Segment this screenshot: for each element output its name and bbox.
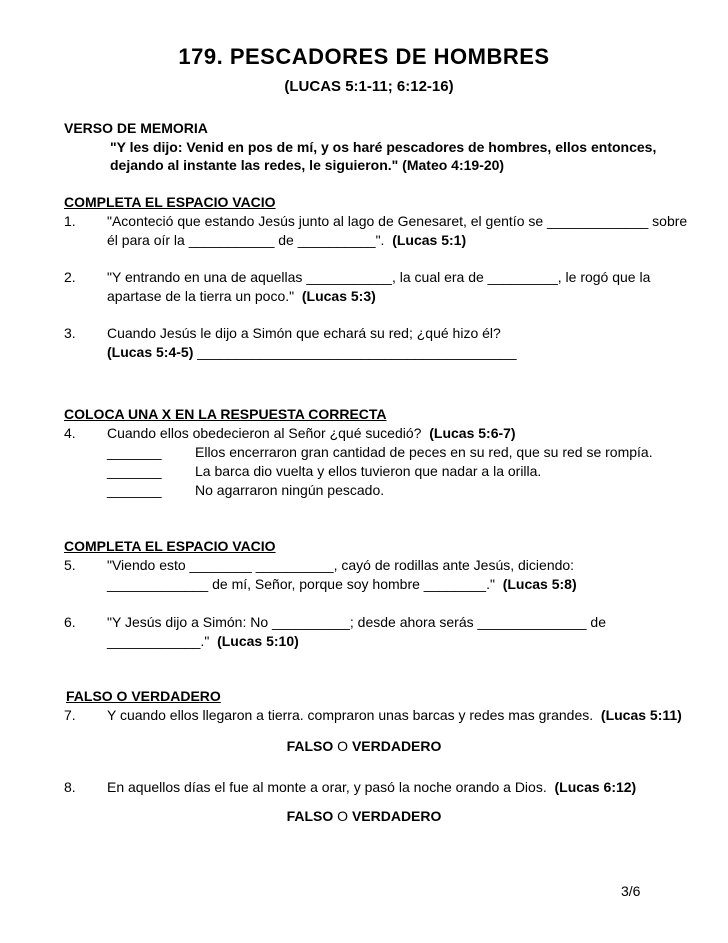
question-5-line-2 (107, 575, 577, 593)
question-8-verdadero[interactable]: VERDADERO (351, 808, 442, 824)
question-2-text: apartase de la tierra un poco." (107, 288, 295, 304)
question-5-line-1: "Viendo esto ________ __________, cayó de rodillas ante Jesús, diciendo: (107, 557, 575, 573)
question-8-reference: (Lucas 6:12) (554, 779, 637, 795)
question-8-choices (0, 807, 728, 825)
question-5-text: _____________ de mí, Señor, porque soy hombre ________." (107, 576, 495, 592)
question-7-number: 7. (64, 707, 76, 723)
section-heading-true-false: FALSO O VERDADERO (66, 688, 221, 704)
question-6-line-1: "Y Jesús dijo a Simón: No __________; desde ahora serás ______________ de (107, 614, 606, 630)
memory-verse-line-1: "Y les dijo: Venid en pos de mí, y os haré pescadores de hombres, ellos entonces, (110, 139, 657, 155)
question-3-answer-blank[interactable]: _________________________________________ (193, 344, 517, 360)
option-1-text: Ellos encerraron gran cantidad de peces en su red, que su red se rompía. (195, 444, 653, 460)
memory-verse-heading: VERSO DE MEMORIA (64, 120, 208, 136)
question-1-text: él para oír la ___________ de __________". (107, 232, 385, 248)
question-1-reference: (Lucas 5:1) (392, 232, 467, 248)
memory-verse-line-2: dejando al instante las redes, le siguieron." (Mateo 4:19-20) (110, 157, 505, 173)
question-6-line-2 (107, 632, 299, 650)
question-7-choices (0, 737, 728, 755)
question-7-text: Y cuando ellos llegaron a tierra. compraron unas barcas y redes mas grandes. (107, 707, 594, 723)
section-heading-fill-blank-1: COMPLETA EL ESPACIO VACIO (64, 194, 276, 210)
question-7-line-1 (107, 706, 682, 724)
option-3-text: No agarraron ningún pescado. (195, 482, 385, 498)
question-8-falso[interactable]: FALSO (286, 808, 334, 824)
question-4-line-1 (107, 424, 516, 442)
question-2-line-2 (107, 287, 376, 305)
question-7-o: O (333, 738, 352, 754)
question-3-line-2 (107, 343, 516, 361)
page-number: 3/6 (621, 883, 641, 899)
question-5-reference: (Lucas 5:8) (502, 576, 577, 592)
section-heading-fill-blank-2: COMPLETA EL ESPACIO VACIO (64, 538, 276, 554)
question-8-o: O (333, 808, 352, 824)
question-2-line-1: "Y entrando en una de aquellas ___________, la cual era de _________, le rogó que la (107, 269, 651, 285)
question-7-falso[interactable]: FALSO (286, 738, 334, 754)
question-4-number: 4. (64, 425, 76, 441)
question-8-line-1 (107, 778, 636, 796)
question-5-number: 5. (64, 557, 76, 573)
option-3-blank[interactable]: _______ (107, 482, 162, 498)
question-1-line-2 (107, 231, 466, 249)
question-6-text: ____________." (107, 633, 210, 649)
question-6-number: 6. (64, 614, 76, 630)
page-title: 179. PESCADORES DE HOMBRES (178, 44, 550, 69)
page-subtitle: (LUCAS 5:1-11; 6:12-16) (284, 78, 454, 95)
option-2-blank[interactable]: _______ (107, 463, 162, 479)
question-2-number: 2. (64, 269, 76, 285)
question-3-reference: (Lucas 5:4-5) (107, 344, 194, 360)
option-1-blank[interactable]: _______ (107, 444, 162, 460)
question-4-text: Cuando ellos obedecieron al Señor ¿qué sucedió? (107, 425, 422, 441)
question-3-line-1: Cuando Jesús le dijo a Simón que echará su red; ¿qué hizo él? (107, 325, 501, 341)
question-1-number: 1. (64, 213, 76, 229)
question-8-number: 8. (64, 779, 76, 795)
section-heading-multiple-choice: COLOCA UNA X EN LA RESPUESTA CORRECTA (64, 406, 387, 422)
question-7-reference: (Lucas 5:11) (600, 707, 682, 723)
option-2-text: La barca dio vuelta y ellos tuvieron que nadar a la orilla. (195, 463, 542, 479)
question-1-line-1: "Aconteció que estando Jesús junto al lago de Genesaret, el gentío se _____________ sobre (107, 213, 688, 229)
question-7-verdadero[interactable]: VERDADERO (351, 738, 442, 754)
question-2-reference: (Lucas 5:3) (301, 288, 376, 304)
question-6-reference: (Lucas 5:10) (217, 633, 299, 649)
question-3-number: 3. (64, 325, 76, 341)
question-4-reference: (Lucas 5:6-7) (429, 425, 516, 441)
question-8-text: En aquellos días el fue al monte a orar, y pasó la noche orando a Dios. (107, 779, 547, 795)
